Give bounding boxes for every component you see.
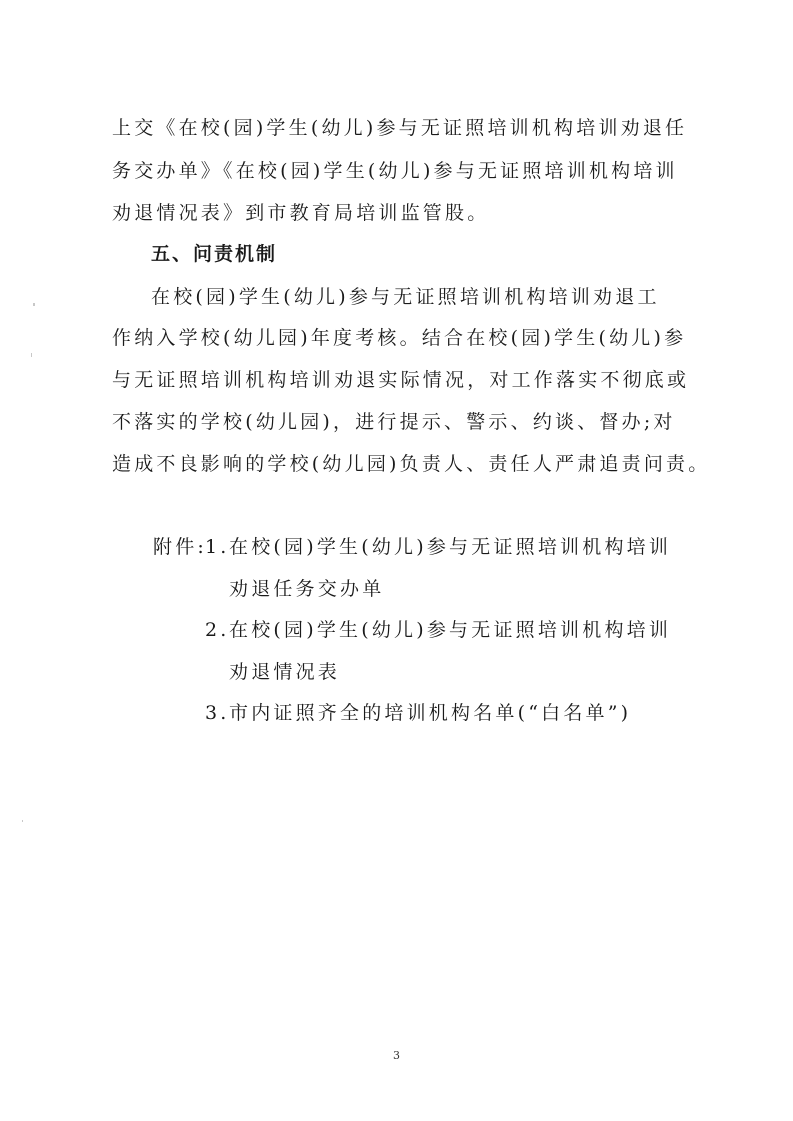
attachment-label: 附件:: [153, 536, 208, 558]
attachment-title: 市内证照齐全的培训机构名单(“白名单”): [229, 702, 632, 724]
attachment-title: 在校(园)学生(幼儿)参与无证照培训机构培训: [229, 619, 672, 641]
attachment-title-continued: 劝退情况表: [229, 661, 341, 683]
scan-speck: [33, 303, 35, 306]
scan-speck: [31, 353, 32, 357]
paragraph-line: 作纳入学校(幼儿园)年度考核。结合在校(园)学生(幼儿)参: [112, 327, 687, 349]
paragraph-line: 不落实的学校(幼儿园)，进行提示、警示、约谈、督办;对: [112, 411, 676, 433]
section-heading: 五、问责机制: [151, 243, 278, 265]
attachment-number: 2.: [205, 619, 230, 641]
attachment-number: 1.: [205, 536, 230, 558]
attachment-title: 在校(园)学生(幼儿)参与无证照培训机构培训: [229, 536, 672, 558]
attachment-title-continued: 劝退任务交办单: [229, 578, 385, 600]
paragraph-line: 上交《在校(园)学生(幼儿)参与无证照培训机构培训劝退任: [112, 117, 688, 139]
page-number: 3: [393, 1049, 400, 1062]
attachment-number: 3.: [205, 702, 230, 724]
paragraph-line: 劝退情况表》到市教育局培训监管股。: [112, 202, 490, 224]
paragraph-line: 造成不良影响的学校(幼儿园)负责人、责任人严肃追责问责。: [112, 453, 711, 475]
scan-speck: [22, 820, 23, 822]
paragraph-line: 与无证照培训机构培训劝退实际情况，对工作落实不彻底或: [112, 369, 690, 391]
paragraph-line: 在校(园)学生(幼儿)参与无证照培训机构培训劝退工: [151, 286, 660, 308]
paragraph-line: 务交办单》《在校(园)学生(幼儿)参与无证照培训机构培训: [112, 160, 678, 182]
